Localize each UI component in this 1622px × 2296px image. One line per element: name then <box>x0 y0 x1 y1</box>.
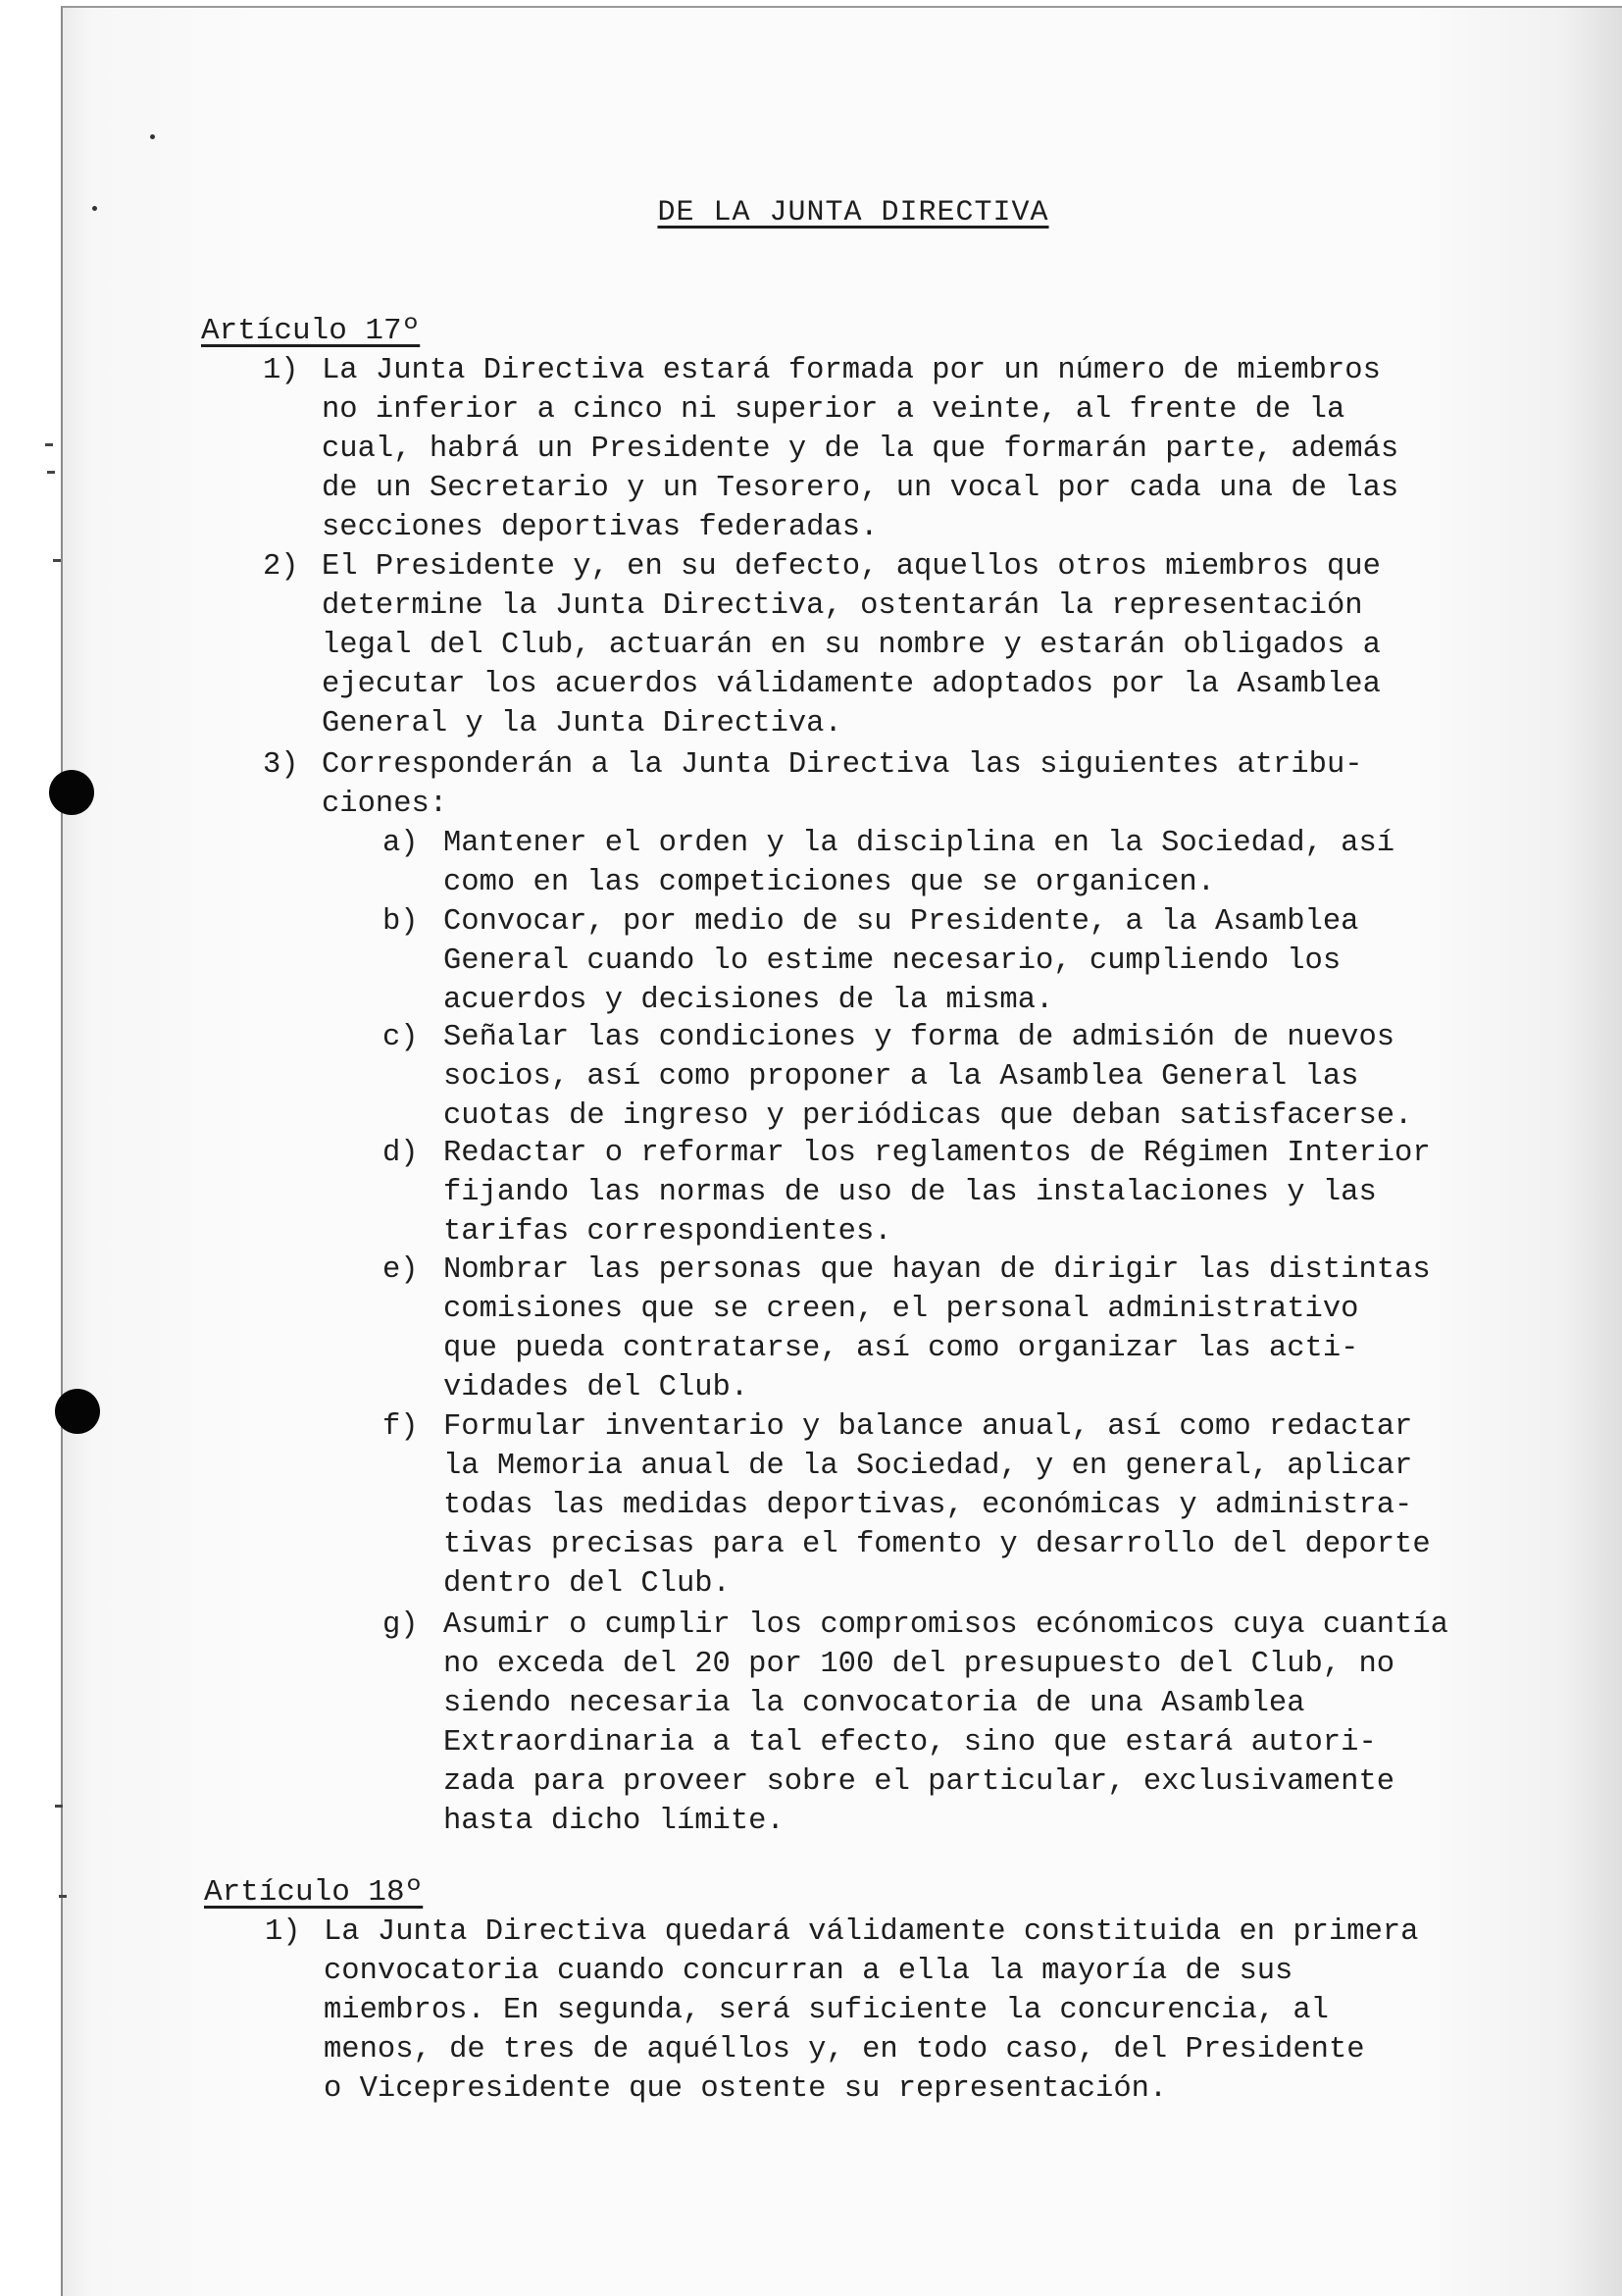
margin-speck <box>150 134 155 139</box>
text-line: siendo necesaria la convocatoria de una Asamblea <box>443 1687 1305 1720</box>
text-line: tarifas correspondientes. <box>443 1215 892 1249</box>
text-line: Señalar las condiciones y forma de admisión de nuevos <box>443 1021 1395 1054</box>
margin-speck <box>55 1805 63 1808</box>
margin-speck <box>53 559 61 562</box>
text-line: todas las medidas deportivas, económicas y administra- <box>443 1489 1413 1522</box>
text-line: determine la Junta Directiva, ostentarán la representación <box>322 589 1363 623</box>
text-line: General cuando lo estime necesario, cumpliendo los <box>443 944 1342 978</box>
text-line: tivas precisas para el fomento y desarrollo del deporte <box>443 1528 1431 1561</box>
text-line: Nombrar las personas que hayan de dirigir las distintas <box>443 1253 1431 1287</box>
item-letter: e) <box>382 1253 419 1287</box>
punch-hole-bottom <box>55 1389 100 1434</box>
text-line: El Presidente y, en su defecto, aquellos otros miembros que <box>322 550 1381 584</box>
item-letter: f) <box>382 1410 419 1444</box>
document-title: DE LA JUNTA DIRECTIVA <box>657 196 1049 230</box>
text-line: la Memoria anual de la Sociedad, y en general, aplicar <box>443 1450 1413 1483</box>
margin-speck <box>59 1895 67 1898</box>
item-number: 1) <box>265 1915 301 1949</box>
text-line: Corresponderán a la Junta Directiva las siguientes atribu- <box>322 748 1363 782</box>
text-line: no inferior a cinco ni superior a veinte, al frente de la <box>322 393 1345 427</box>
text-line: como en las competiciones que se organicen. <box>443 866 1216 899</box>
text-line: ejecutar los acuerdos válidamente adoptados por la Asamblea <box>322 668 1381 701</box>
text-line: acuerdos y decisiones de la misma. <box>443 984 1054 1017</box>
margin-speck <box>45 443 53 446</box>
text-line: Convocar, por medio de su Presidente, a la Asamblea <box>443 905 1359 939</box>
item-number: 3) <box>263 748 299 782</box>
text-line: Extraordinaria a tal efecto, sino que estará autori- <box>443 1726 1377 1760</box>
text-line: cuotas de ingreso y periódicas que deban satisfacerse. <box>443 1099 1413 1133</box>
item-letter: c) <box>382 1021 419 1054</box>
text-line: legal del Club, actuarán en su nombre y estarán obligados a <box>322 629 1381 662</box>
item-letter: d) <box>382 1137 419 1170</box>
text-line: de un Secretario y un Tesorero, un vocal por cada una de las <box>322 472 1399 505</box>
text-line: ciones: <box>322 788 448 821</box>
text-line: dentro del Club. <box>443 1567 731 1601</box>
item-number: 1) <box>263 354 299 387</box>
text-line: vidades del Club. <box>443 1371 749 1404</box>
text-line: La Junta Directiva estará formada por un número de miembros <box>322 354 1381 387</box>
text-line: o Vicepresidente que ostente su representación. <box>324 2072 1168 2106</box>
text-line: socios, así como proponer a la Asamblea General las <box>443 1060 1359 1094</box>
item-letter: b) <box>382 905 419 939</box>
text-line: Mantener el orden y la disciplina en la Sociedad, así <box>443 827 1395 860</box>
text-line: Formular inventario y balance anual, así como redactar <box>443 1410 1413 1444</box>
text-line: hasta dicho límite. <box>443 1805 785 1838</box>
item-letter: g) <box>382 1608 419 1642</box>
item-letter: a) <box>382 827 419 860</box>
text-line: secciones deportivas federadas. <box>322 511 879 544</box>
text-line: zada para proveer sobre el particular, exclusivamente <box>443 1765 1395 1799</box>
text-line: que pueda contratarse, así como organizar las acti- <box>443 1332 1359 1365</box>
margin-speck <box>47 471 55 474</box>
text-line: menos, de tres de aquéllos y, en todo caso, del Presidente <box>324 2033 1365 2066</box>
item-number: 2) <box>263 550 299 584</box>
text-line: Redactar o reformar los reglamentos de Régimen Interior <box>443 1137 1431 1170</box>
article-17-heading: Artículo 17º <box>201 314 421 348</box>
text-line: cual, habrá un Presidente y de la que formarán parte, además <box>322 433 1399 466</box>
text-line: convocatoria cuando concurran a ella la mayoría de sus <box>324 1955 1293 1988</box>
text-line: miembros. En segunda, será suficiente la concurencia, al <box>324 1994 1329 2027</box>
punch-hole-top <box>49 770 94 815</box>
text-line: Asumir o cumplir los compromisos ecónomicos cuya cuantía <box>443 1608 1448 1642</box>
text-line: La Junta Directiva quedará válidamente constituida en primera <box>324 1915 1419 1949</box>
text-line: General y la Junta Directiva. <box>322 707 842 740</box>
article-18-heading: Artículo 18º <box>204 1875 424 1910</box>
text-line: comisiones que se creen, el personal administrativo <box>443 1293 1359 1326</box>
text-line: no exceda del 20 por 100 del presupuesto del Club, no <box>443 1648 1395 1681</box>
text-line: fijando las normas de uso de las instalaciones y las <box>443 1176 1377 1209</box>
